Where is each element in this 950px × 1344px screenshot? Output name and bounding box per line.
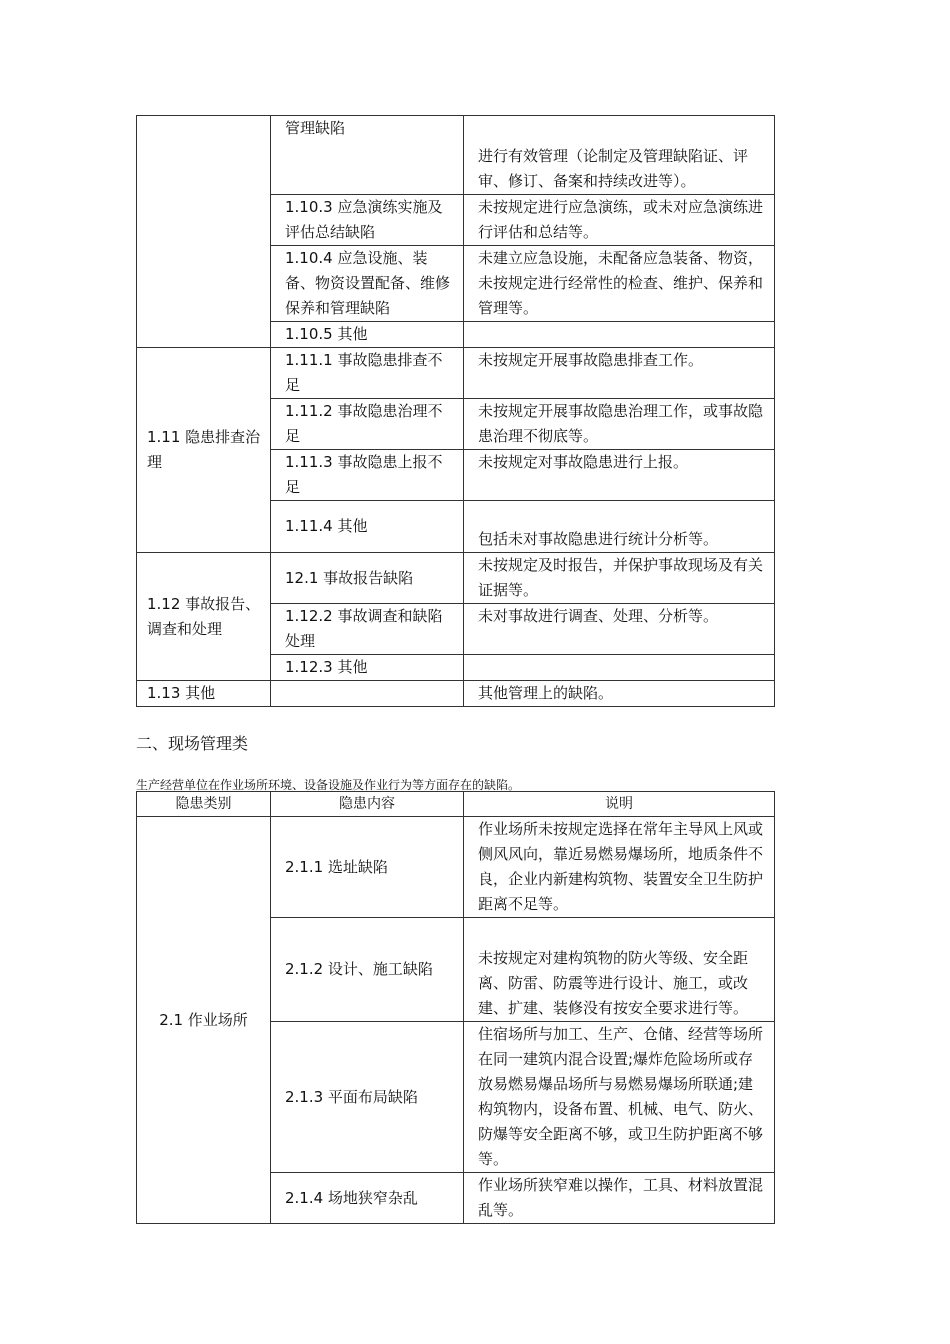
description-cell [464,322,775,348]
section-note: 生产经营单位在作业场所环境、设备设施及作业行为等方面存在的缺陷。 [136,778,521,792]
content-cell: 1.10.3 应急演练实施及评估总结缺陷 [271,195,464,246]
content-cell: 1.11.4 其他 [271,501,464,553]
content-cell: 2.1.2 设计、施工缺陷 [271,918,464,1022]
category-cell-2-1: 2.1 作业场所 [137,817,271,1224]
header-description: 说明 [464,792,775,817]
content-cell: 2.1.4 场地狭窄杂乱 [271,1173,464,1224]
description-cell: 未按规定开展事故隐患排查工作。 [464,348,775,399]
description-cell: 未建立应急设施，未配备应急装备、物资，未按规定进行经常性的检查、维护、保养和管理等。 [464,246,775,322]
description-cell: 未按规定及时报告，并保护事故现场及有关证据等。 [464,553,775,604]
description-cell: 作业场所未按规定选择在常年主导风上风或侧风风向，靠近易燃易爆场所，地质条件不良，企业内新建构筑物、装置安全卫生防护距离不足等。 [464,817,775,918]
description-cell: 未按规定开展事故隐患治理工作，或事故隐患治理不彻底等。 [464,399,775,450]
header-content: 隐患内容 [271,792,464,817]
description-cell: 未按规定进行应急演练，或未对应急演练进行评估和总结等。 [464,195,775,246]
description-cell: 进行有效管理（论制定及管理缺陷证、评审、修订、备案和持续改进等）。 [464,116,775,195]
category-cell-1-13: 1.13 其他 [137,681,271,707]
content-cell: 1.10.4 应急设施、装备、物资设置配备、维修保养和管理缺陷 [271,246,464,322]
description-cell: 未对事故进行调查、处理、分析等。 [464,604,775,655]
content-cell: 1.12.3 其他 [271,655,464,681]
content-cell: 1.11.3 事故隐患上报不足 [271,450,464,501]
description-cell: 其他管理上的缺陷。 [464,681,775,707]
category-cell-1-12: 1.12 事故报告、调查和处理 [137,553,271,681]
section-heading: 二、现场管理类 [136,734,249,753]
description-cell [464,655,775,681]
content-cell: 1.11.1 事故隐患排查不足 [271,348,464,399]
content-cell: 12.1 事故报告缺陷 [271,553,464,604]
category-cell-1-11: 1.11 隐患排查治理 [137,348,271,553]
content-cell [271,681,464,707]
description-cell: 住宿场所与加工、生产、仓储、经营等场所在同一建筑内混合设置;爆炸危险场所或存放易燃易爆品场所与易燃易爆场所联通;建构筑物内，设备布置、机械、电气、防火、防爆等安全距离不够，或卫生防护距离不够等。 [464,1022,775,1173]
content-cell: 2.1.1 选址缺陷 [271,817,464,918]
empty-category-cell [137,116,271,348]
content-cell: 2.1.3 平面布局缺陷 [271,1022,464,1173]
content-cell: 管理缺陷 [271,116,464,195]
content-cell: 1.10.5 其他 [271,322,464,348]
management-defects-table [136,115,775,707]
site-management-table [136,791,775,1224]
description-cell: 未按规定对事故隐患进行上报。 [464,450,775,501]
content-cell: 1.11.2 事故隐患治理不足 [271,399,464,450]
description-cell: 作业场所狭窄难以操作，工具、材料放置混乱等。 [464,1173,775,1224]
description-cell: 未按规定对建构筑物的防火等级、安全距离、防雷、防震等进行设计、施工，或改建、扩建、装修没有按安全要求进行等。 [464,918,775,1022]
header-category: 隐患类别 [137,792,271,817]
content-cell: 1.12.2 事故调查和缺陷处理 [271,604,464,655]
description-cell: 包括未对事故隐患进行统计分析等。 [464,501,775,553]
